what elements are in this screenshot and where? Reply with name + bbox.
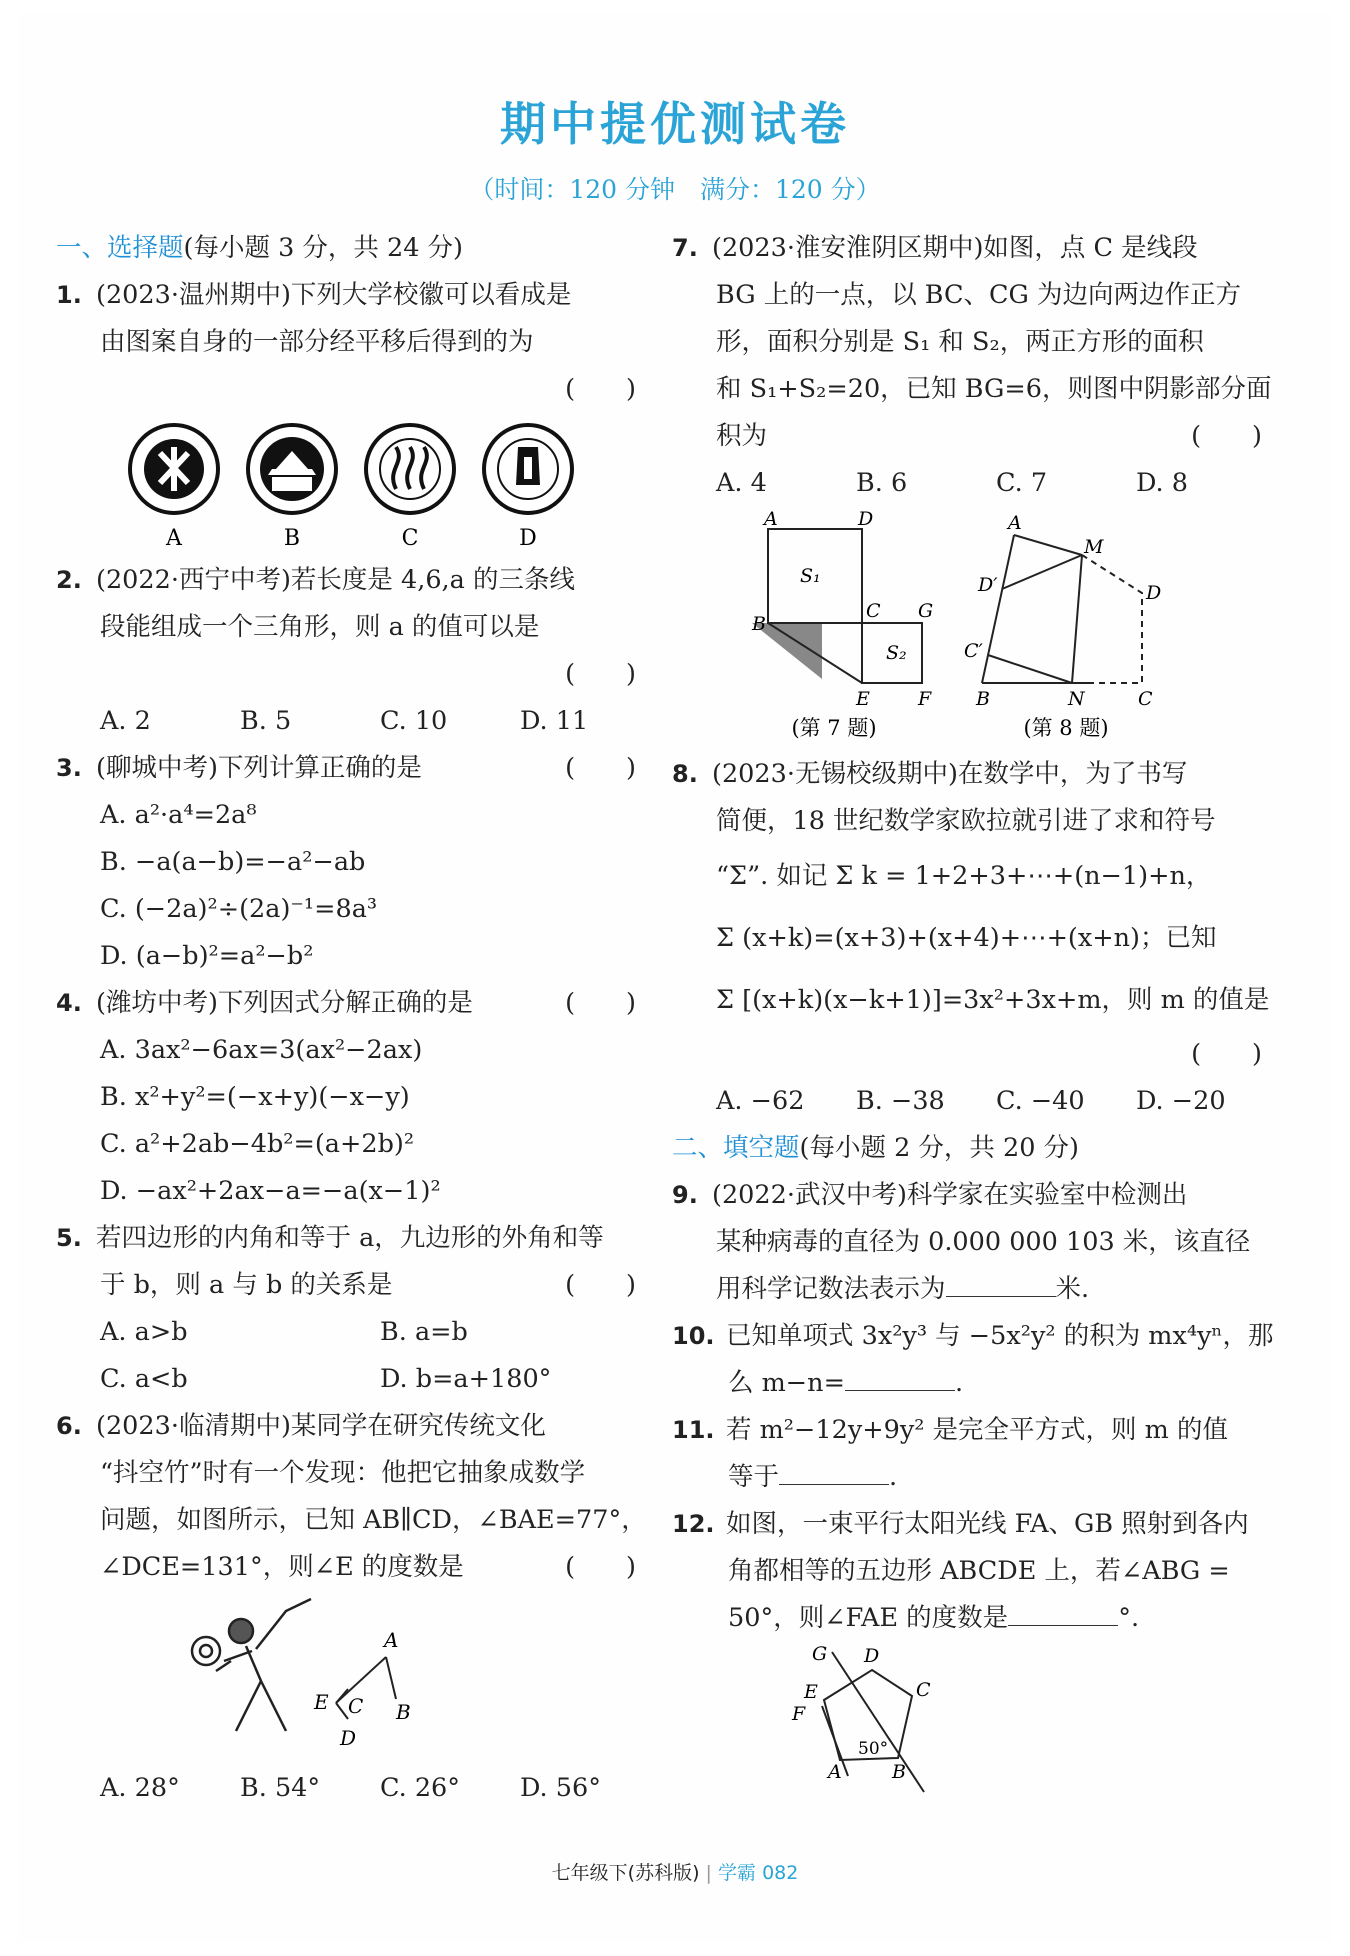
question-9: 9. (2022·武汉中考)科学家在实验室中检测出 某种病毒的直径为 0.000 000 103 米，该直径 用科学记数法表示为 米.	[672, 1180, 1251, 1304]
options	[672, 460, 1272, 507]
question-1: 1. (2023·温州期中)下列大学校徽可以看成是 由图案自身的一部分经平移后得到的为 ( ) A B C D	[56, 272, 646, 557]
answer-blank[interactable]	[779, 1458, 889, 1485]
q7-label-C: C	[866, 600, 881, 622]
q8-label-D: D	[1146, 582, 1162, 604]
q7-label-G: G	[918, 600, 934, 622]
answer-paren: ( )	[565, 988, 636, 1018]
option-a: A. 4	[716, 468, 767, 498]
option-a: A. 2	[100, 706, 151, 736]
option-a: A. 28°	[100, 1773, 180, 1803]
answer-paren: ( )	[1191, 421, 1262, 451]
angle-figure	[336, 1657, 396, 1719]
question-3: 3. (聊城中考)下列计算正确的是 ( ) A. a²·a⁴=2a⁸ B. −a(a−b)=−a²−ab C. (−2a)²÷(2a)⁻¹=8a³ D. (a−b)²=a²−b²	[56, 745, 646, 980]
right-column	[672, 225, 1272, 1806]
option-b: B. −a(a−b)=−a²−ab	[100, 847, 366, 877]
answer-paren: ( )	[565, 1270, 636, 1300]
answer-blank[interactable]	[845, 1364, 955, 1391]
q12-label-E: E	[804, 1681, 818, 1703]
q8-label-D-prime: D′	[978, 574, 998, 596]
option-a: A. 3ax²−6ax=3(ax²−2ax)	[100, 1035, 423, 1065]
question-2: 2. (2022·西宁中考)若长度是 4,6,a 的三条线 段能组成一个三角形，则 a 的值可以是 ( ) A. 2 B. 5 C. 10 D. 11	[56, 557, 646, 745]
option-b: B. a=b	[380, 1317, 468, 1347]
logo-label-a: A	[166, 526, 182, 551]
option-d: D. 8	[1136, 468, 1188, 498]
q12-label-D: D	[864, 1645, 880, 1667]
option-b: B. 6	[856, 468, 908, 498]
q12-label-A: A	[828, 1761, 842, 1783]
grade-label: 七年级下(苏科版)	[551, 1862, 700, 1884]
exam-info: （时间：120 分钟 满分：120 分）	[469, 175, 881, 204]
option-b: B. −38	[856, 1086, 945, 1116]
logo-d	[484, 425, 572, 513]
option-a: A. a>b	[100, 1317, 188, 1347]
answer-paren: ( )	[565, 374, 636, 404]
option-d: D. b=a+180°	[380, 1364, 552, 1394]
q12-angle-label: 50°	[858, 1739, 889, 1759]
caption-q8: (第 8 题)	[1023, 716, 1109, 740]
q7-label-S2: S₂	[886, 642, 907, 664]
logo-label-c: C	[401, 526, 419, 551]
question-12: 12. 如图，一束平行太阳光线 FA、GB 照射到各内 角都相等的五边形 ABCDE 上，若∠ABG = 50°，则∠FAE 的度数是 °. G D E C F 50° A B	[672, 1501, 1272, 1806]
university-logos-figure	[56, 413, 646, 553]
option-a: A. −62	[716, 1086, 805, 1116]
q8-label-C-prime: C′	[964, 640, 983, 662]
page-number: 082	[762, 1862, 799, 1884]
label-C: C	[348, 1694, 364, 1718]
question-4: 4. (潍坊中考)下列因式分解正确的是 ( ) A. 3ax²−6ax=3(ax²−2ax) B. x²+y²=(−x+y)(−x−y) C. a²+2ab−4b²=(a+2b)² D. −ax²+2ax−a=−a(x−1)²	[56, 980, 646, 1215]
section-1-heading: 一、选择题(每小题 3 分，共 24 分)	[56, 233, 464, 263]
option-c: C. −40	[996, 1086, 1085, 1116]
q7-label-A: A	[764, 508, 778, 530]
options	[672, 1078, 1272, 1125]
q12-label-C: C	[916, 1679, 931, 1701]
figure-q7	[751, 508, 933, 740]
label-B: B	[396, 1700, 411, 1724]
page-title: 期中提优测试卷	[500, 97, 850, 151]
option-b: B. x²+y²=(−x+y)(−x−y)	[100, 1082, 410, 1112]
q8-label-N: N	[1068, 688, 1085, 710]
question-5: 5. 若四边形的内角和等于 a，九边形的外角和等 于 b，则 a 与 b 的关系是 ( ) A. a>b B. a=b C. a<b D. b=a+180°	[56, 1215, 646, 1403]
brand-label: 学霸	[718, 1862, 757, 1884]
question-7: 7. (2023·淮安淮阴区期中)如图，点 C 是线段 BG 上的一点，以 BC、CG 为边向两边作正方 形，面积分别是 S₁ 和 S₂，两正方形的面积 和 S₁+S₂=20，已知 BG=6，则图中阴影部分面 积为 ( ) A. 4 B. 6 C. 7 D. 8 A D S₁ B C G S₂ E F (第 7 题) A M D′ D C′ B N C (第 8 题)	[672, 225, 1272, 751]
figures-7-8	[672, 507, 1272, 747]
page-footer: 七年级下(苏科版) | 学霸 082	[551, 1862, 799, 1884]
q7-label-F: F	[918, 688, 932, 710]
option-c: C. 10	[380, 706, 448, 736]
diabolo-figure	[56, 1591, 646, 1761]
section-2-heading: 二、填空题(每小题 2 分，共 20 分)	[672, 1133, 1080, 1163]
logo-a	[130, 425, 218, 513]
option-c: C. (−2a)²÷(2a)⁻¹=8a³	[100, 894, 378, 924]
option-d: D. (a−b)²=a²−b²	[100, 941, 314, 971]
answer-blank[interactable]	[946, 1270, 1056, 1297]
q8-label-M: M	[1084, 536, 1104, 558]
option-c: C. 7	[996, 468, 1048, 498]
figure-q8	[982, 535, 1142, 683]
q12-label-F: F	[792, 1703, 806, 1725]
option-d: D. 56°	[520, 1773, 601, 1803]
answer-paren: ( )	[565, 753, 636, 783]
answer-paren: ( )	[565, 659, 636, 689]
logo-c	[366, 425, 454, 513]
options	[56, 1765, 646, 1812]
option-b: B. 5	[240, 706, 292, 736]
q8-label-C: C	[1138, 688, 1153, 710]
option-c: C. a<b	[100, 1364, 188, 1394]
answer-blank[interactable]	[1008, 1599, 1118, 1626]
answer-paren: ( )	[565, 1552, 636, 1582]
q8-label-B: B	[976, 688, 990, 710]
option-a: A. a²·a⁴=2a⁸	[100, 800, 257, 830]
diabolo-player-drawing	[192, 1599, 311, 1731]
question-11: 11. 若 m²−12y+9y² 是完全平方式，则 m 的值 等于 .	[672, 1415, 1228, 1492]
options	[56, 698, 646, 745]
answer-paren: ( )	[1191, 1039, 1262, 1069]
caption-q7: (第 7 题)	[791, 716, 877, 740]
pentagon-figure	[672, 1642, 1272, 1802]
question-6: 6. (2023·临清期中)某同学在研究传统文化 “抖空竹”时有一个发现：他把它抽象成数学 问题，如图所示，已知 AB∥CD，∠BAE=77°， ∠DCE=131°，则∠E 的度数是 ( ) A B E C D A. 28° B. 54° C. 26° D. 56°	[56, 1403, 646, 1812]
option-d: D. −20	[1136, 1086, 1226, 1116]
q12-label-G: G	[812, 1643, 828, 1665]
logo-label-b: B	[283, 526, 301, 551]
q12-label-B: B	[892, 1761, 906, 1783]
q7-label-E: E	[856, 688, 870, 710]
option-d: D. −ax²+2ax−a=−a(x−1)²	[100, 1176, 441, 1206]
q8-label-A: A	[1008, 512, 1022, 534]
label-E: E	[314, 1690, 329, 1714]
question-8: 8. (2023·无锡校级期中)在数学中，为了书写 简便，18 世纪数学家欧拉就引进了求和符号 “Σ”. 如记 Σ k = 1+2+3+⋯+(n−1)+n， Σ (x+k)=(x+3)+(x+4)+⋯+(x+n)；已知 Σ [(x+k)(x−k+1)]=3x²+3x+m，则 m 的值是 ( ) A. −62 B. −38 C. −40 D. −20	[672, 751, 1272, 1125]
logo-b	[248, 425, 336, 513]
question-10: 10. 已知单项式 3x²y³ 与 −5x²y² 的积为 mx⁴yⁿ，那 么 m−n= .	[672, 1321, 1274, 1398]
q7-label-S1: S₁	[800, 565, 821, 587]
q7-label-B: B	[752, 613, 766, 635]
logo-label-d: D	[519, 526, 537, 551]
option-b: B. 54°	[240, 1773, 321, 1803]
option-c: C. a²+2ab−4b²=(a+2b)²	[100, 1129, 415, 1159]
label-D: D	[340, 1726, 357, 1750]
option-d: D. 11	[520, 706, 589, 736]
left-column	[56, 225, 646, 1812]
label-A: A	[384, 1628, 399, 1652]
q7-label-D: D	[858, 508, 874, 530]
option-c: C. 26°	[380, 1773, 461, 1803]
